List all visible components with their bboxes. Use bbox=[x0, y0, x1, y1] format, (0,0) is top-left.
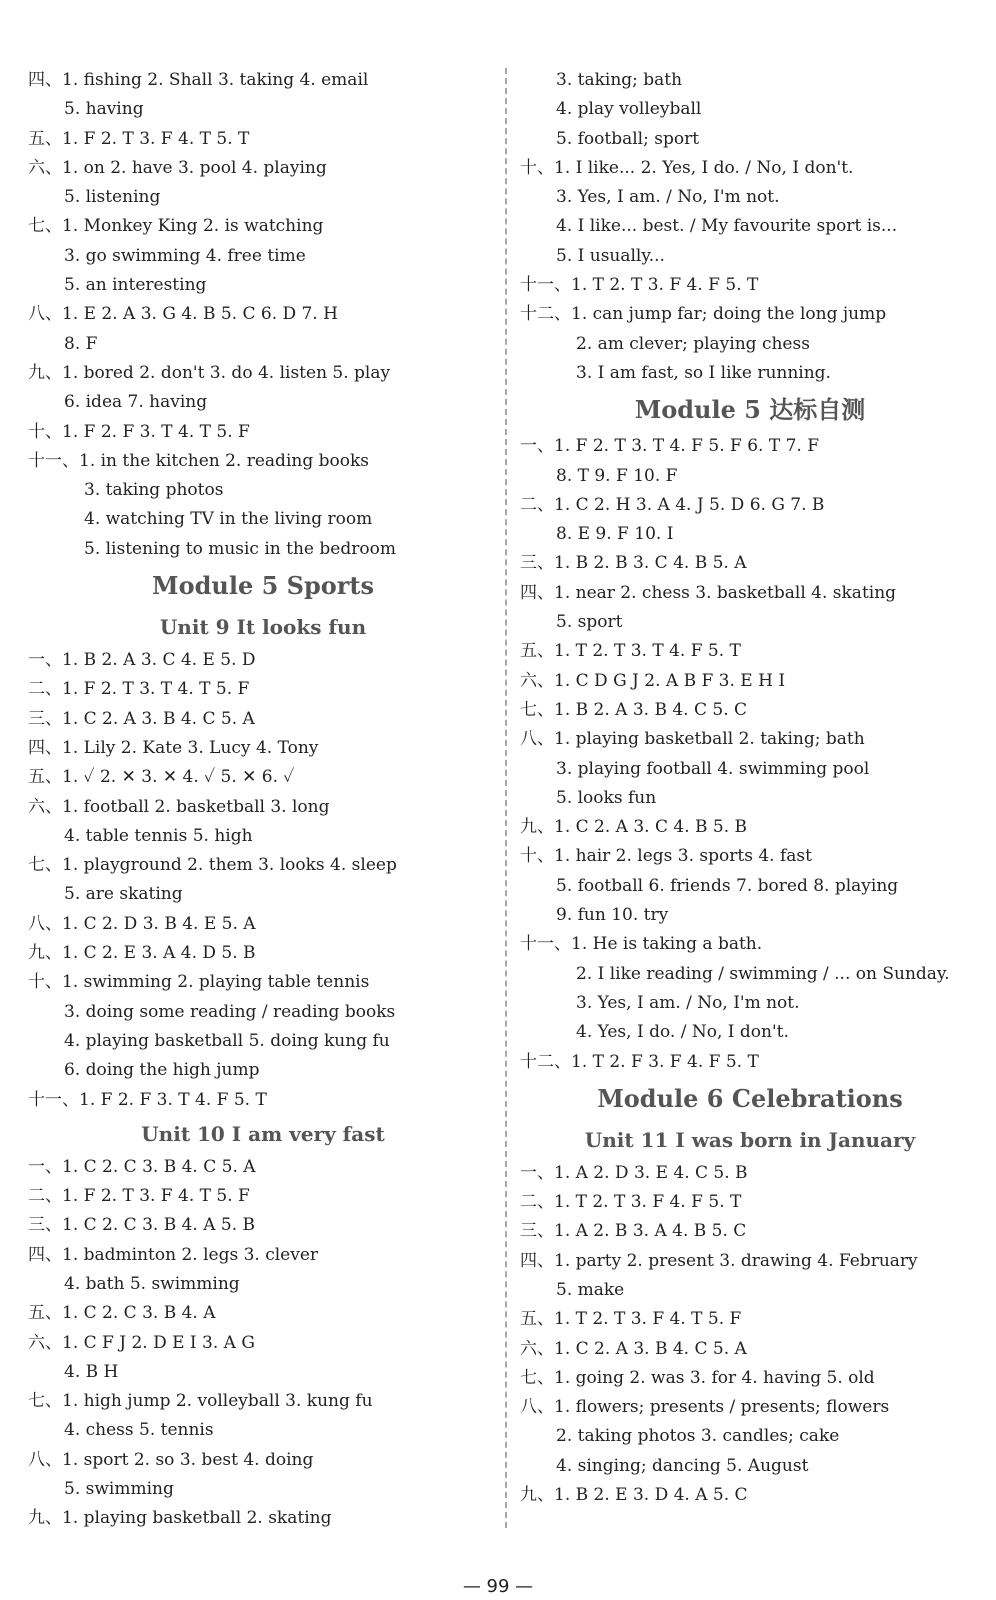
answer-line: 二、1. T 2. T 3. F 4. F 5. T bbox=[520, 1192, 742, 1213]
answer-line: 5. make bbox=[556, 1279, 625, 1300]
answer-line: 四、1. badminton 2. legs 3. clever bbox=[28, 1244, 319, 1265]
answer-line: 一、1. C 2. C 3. B 4. C 5. A bbox=[28, 1156, 256, 1177]
module-heading: Module 5 Sports bbox=[152, 571, 374, 601]
answer-line: 三、1. A 2. B 3. A 4. B 5. C bbox=[520, 1221, 747, 1242]
answer-line: 十一、1. He is taking a bath. bbox=[520, 934, 763, 955]
answer-line: 九、1. C 2. A 3. C 4. B 5. B bbox=[520, 817, 748, 838]
answer-line: 5. swimming bbox=[64, 1479, 174, 1500]
answer-line: 五、1. T 2. T 3. T 4. F 5. T bbox=[520, 641, 741, 662]
answer-line: 十、1. hair 2. legs 3. sports 4. fast bbox=[520, 846, 812, 867]
answer-line: 十一、1. T 2. T 3. F 4. F 5. T bbox=[520, 275, 759, 296]
answer-line: 3. I am fast, so I like running. bbox=[576, 362, 831, 383]
answer-line: 五、1. ✓ 2. ✕ 3. ✕ 4. ✓ 5. ✕ 6. ✓ bbox=[28, 767, 295, 788]
answer-line: 3. taking; bath bbox=[556, 70, 683, 90]
answer-line: 3. taking photos bbox=[84, 480, 224, 501]
unit-heading: Unit 9 It looks fun bbox=[159, 615, 367, 640]
answer-line: 4. watching TV in the living room bbox=[84, 509, 373, 530]
answer-line: 3. Yes, I am. / No, I'm not. bbox=[576, 992, 800, 1013]
answer-line: 4. table tennis 5. high bbox=[64, 825, 253, 846]
answer-line: 4. chess 5. tennis bbox=[64, 1420, 214, 1441]
answer-line: 2. I like reading / swimming / ... on Sunday. bbox=[576, 963, 950, 984]
answer-line: 五、1. F 2. T 3. F 4. T 5. T bbox=[28, 128, 250, 149]
answer-line: 3. playing football 4. swimming pool bbox=[556, 758, 870, 779]
answer-line: 4. I like... best. / My favourite sport is... bbox=[556, 216, 898, 237]
answer-line: 十二、1. can jump far; doing the long jump bbox=[520, 304, 887, 325]
answer-line: 3. go swimming 4. free time bbox=[64, 245, 306, 266]
answer-line: 四、1. Lily 2. Kate 3. Lucy 4. Tony bbox=[28, 737, 319, 758]
answer-line: 二、1. F 2. T 3. F 4. T 5. F bbox=[28, 1186, 250, 1207]
answer-line: 三、1. B 2. B 3. C 4. B 5. A bbox=[520, 553, 747, 574]
answer-line: 八、1. C 2. D 3. B 4. E 5. A bbox=[28, 913, 256, 934]
answer-line: 七、1. Monkey King 2. is watching bbox=[28, 216, 324, 237]
answer-line: 5. I usually... bbox=[556, 245, 665, 266]
answer-line: 5. an interesting bbox=[64, 275, 207, 296]
answer-line: 八、1. flowers; presents / presents; flowers bbox=[520, 1397, 890, 1418]
answer-line: 四、1. near 2. chess 3. basketball 4. skating bbox=[520, 582, 897, 603]
answer-line: 十、1. I like... 2. Yes, I do. / No, I don't. bbox=[520, 157, 854, 178]
answer-line: 七、1. going 2. was 3. for 4. having 5. old bbox=[520, 1367, 875, 1388]
answer-line: 八、1. sport 2. so 3. best 4. doing bbox=[28, 1449, 314, 1470]
answer-line: 一、1. B 2. A 3. C 4. E 5. D bbox=[28, 650, 256, 671]
answer-line: 5. listening bbox=[64, 187, 161, 208]
answer-line: 5. football 6. friends 7. bored 8. playing bbox=[556, 875, 899, 896]
answer-line: 七、1. high jump 2. volleyball 3. kung fu bbox=[28, 1391, 373, 1412]
answer-line: 8. F bbox=[64, 333, 98, 354]
answer-line: 2. taking photos 3. candles; cake bbox=[556, 1426, 840, 1447]
column-divider bbox=[505, 68, 507, 1528]
answer-line: 九、1. C 2. E 3. A 4. D 5. B bbox=[28, 943, 256, 964]
unit-heading: Unit 10 I am very fast bbox=[141, 1121, 385, 1146]
answer-line: 六、1. C 2. A 3. B 4. C 5. A bbox=[520, 1338, 747, 1359]
page-number: — 99 — bbox=[462, 1576, 534, 1597]
answer-line: 六、1. football 2. basketball 3. long bbox=[28, 796, 330, 817]
left-column bbox=[28, 66, 498, 1534]
answer-line: 一、1. F 2. T 3. T 4. F 5. F 6. T 7. F bbox=[520, 436, 819, 457]
right-column bbox=[520, 66, 980, 1510]
answer-line: 4. playing basketball 5. doing kung fu bbox=[64, 1030, 390, 1051]
answer-line: 七、1. B 2. A 3. B 4. C 5. C bbox=[520, 699, 748, 720]
answer-line: 十、1. F 2. F 3. T 4. T 5. F bbox=[28, 421, 250, 442]
answer-line: 8. T 9. F 10. F bbox=[556, 465, 678, 486]
answer-line: 五、1. C 2. C 3. B 4. A bbox=[28, 1303, 216, 1324]
answer-line: 5. looks fun bbox=[556, 787, 657, 808]
answer-line: 六、1. C D G J 2. A B F 3. E H I bbox=[520, 670, 786, 691]
answer-line: 一、1. A 2. D 3. E 4. C 5. B bbox=[520, 1162, 748, 1183]
answer-line: 4. singing; dancing 5. August bbox=[556, 1455, 809, 1476]
answer-line: 九、1. B 2. E 3. D 4. A 5. C bbox=[520, 1485, 748, 1506]
answer-line: 十一、1. in the kitchen 2. reading books bbox=[28, 450, 369, 471]
answer-line: 十二、1. T 2. F 3. F 4. F 5. T bbox=[520, 1051, 759, 1072]
module-heading: Module 6 Celebrations bbox=[597, 1083, 903, 1113]
answer-line: 6. idea 7. having bbox=[64, 392, 208, 413]
answer-line: 2. am clever; playing chess bbox=[576, 333, 810, 354]
answer-line: 四、1. fishing 2. Shall 3. taking 4. email bbox=[28, 70, 369, 90]
answer-line: 八、1. playing basketball 2. taking; bath bbox=[520, 729, 865, 750]
answer-line: 十、1. swimming 2. playing table tennis bbox=[28, 972, 370, 993]
answer-line: 九、1. bored 2. don't 3. do 4. listen 5. play bbox=[28, 362, 391, 383]
answer-line: 三、1. C 2. A 3. B 4. C 5. A bbox=[28, 708, 255, 729]
answer-line: 二、1. C 2. H 3. A 4. J 5. D 6. G 7. B bbox=[520, 494, 825, 515]
answer-line: 6. doing the high jump bbox=[64, 1060, 260, 1081]
answer-line: 5. sport bbox=[556, 612, 623, 633]
answer-line: 5. listening to music in the bedroom bbox=[84, 538, 396, 559]
answer-line: 5. having bbox=[64, 99, 144, 120]
answer-line: 六、1. on 2. have 3. pool 4. playing bbox=[28, 157, 327, 178]
answer-line: 九、1. playing basketball 2. skating bbox=[28, 1508, 332, 1529]
answer-line: 四、1. party 2. present 3. drawing 4. February bbox=[520, 1250, 918, 1271]
answer-line: 二、1. F 2. T 3. T 4. T 5. F bbox=[28, 679, 250, 700]
answer-line: 8. E 9. F 10. I bbox=[556, 524, 674, 545]
answer-line: 十一、1. F 2. F 3. T 4. F 5. T bbox=[28, 1089, 267, 1110]
answer-line: 六、1. C F J 2. D E I 3. A G bbox=[28, 1332, 255, 1353]
answer-line: 3. doing some reading / reading books bbox=[64, 1001, 396, 1022]
answer-line: 八、1. E 2. A 3. G 4. B 5. C 6. D 7. H bbox=[28, 304, 339, 325]
answer-line: 4. bath 5. swimming bbox=[64, 1273, 240, 1294]
module-heading: Module 5 达标自测 bbox=[634, 395, 866, 425]
answer-line: 3. Yes, I am. / No, I'm not. bbox=[556, 187, 780, 208]
answer-line: 4. B H bbox=[64, 1361, 119, 1382]
answer-line: 9. fun 10. try bbox=[556, 905, 669, 926]
answer-line: 5. football; sport bbox=[556, 128, 700, 149]
answer-line: 4. Yes, I do. / No, I don't. bbox=[576, 1022, 789, 1043]
unit-heading: Unit 11 I was born in January bbox=[584, 1127, 916, 1152]
answer-line: 七、1. playground 2. them 3. looks 4. sleep bbox=[28, 855, 397, 876]
answer-line: 5. are skating bbox=[64, 884, 183, 905]
answer-line: 4. play volleyball bbox=[556, 99, 702, 120]
answer-line: 五、1. T 2. T 3. F 4. T 5. F bbox=[520, 1309, 742, 1330]
answer-line: 三、1. C 2. C 3. B 4. A 5. B bbox=[28, 1215, 256, 1236]
